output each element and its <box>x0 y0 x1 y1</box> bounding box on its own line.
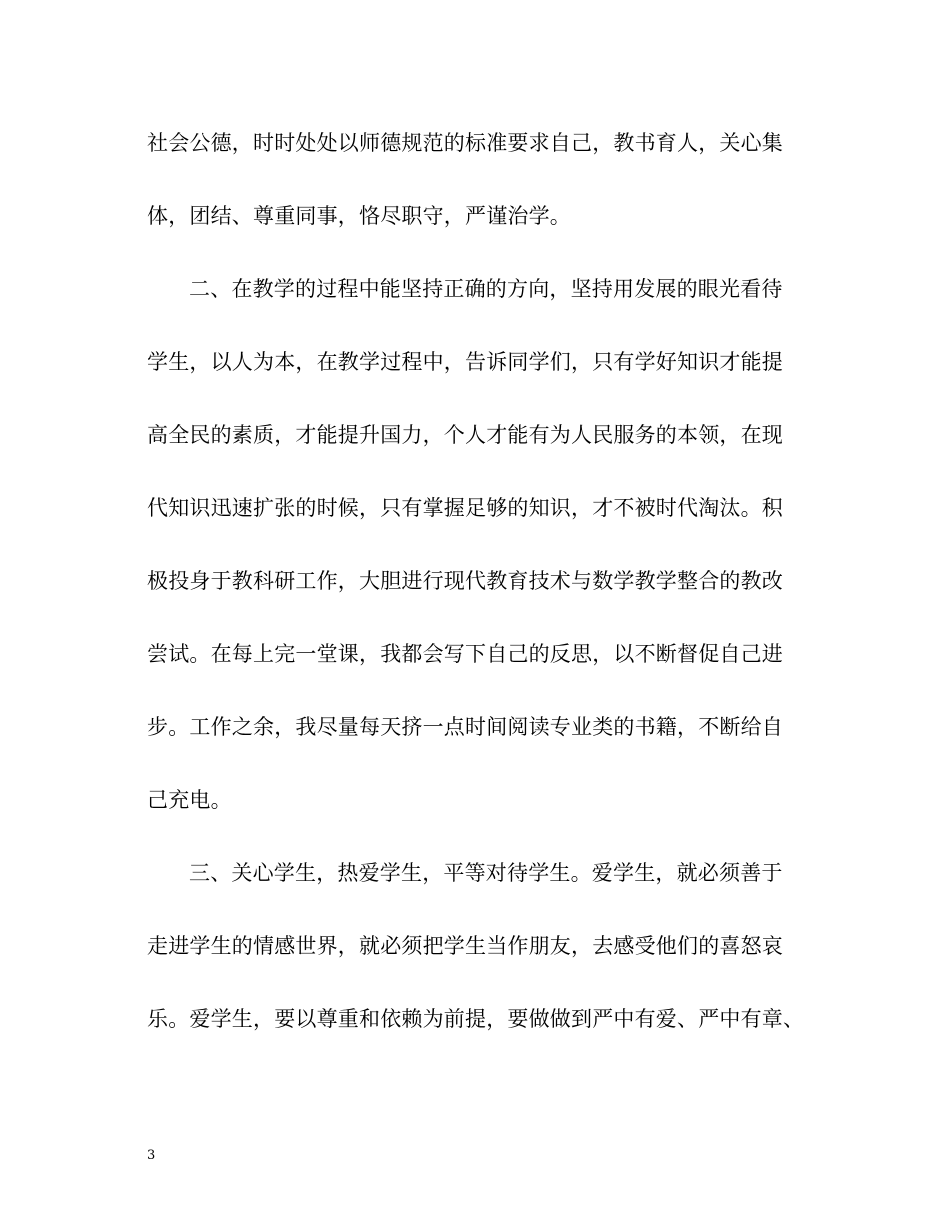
body-text-line: 代知识迅速扩张的时候，只有掌握足够的知识，才不被时代淘汰。积 <box>147 496 783 520</box>
paragraph-start-line: 三、关心学生，热爱学生，平等对待学生。爱学生，就必须善于 <box>189 861 783 885</box>
body-text-line: 体，团结、尊重同事，恪尽职守，严谨治学。 <box>147 204 571 228</box>
body-text-line: 社会公德，时时处处以师德规范的标准要求自己，教书育人，关心集 <box>147 131 783 155</box>
body-text-line: 高全民的素质，才能提升国力，个人才能有为人民服务的本领，在现 <box>147 423 783 447</box>
paragraph-start-line: 二、在教学的过程中能坚持正确的方向，坚持用发展的眼光看待 <box>189 277 783 301</box>
body-text-line: 极投身于教科研工作，大胆进行现代教育技术与数学教学整合的教改 <box>147 569 783 593</box>
body-text-line: 步。工作之余，我尽量每天挤一点时间阅读专业类的书籍，不断给自 <box>147 715 783 739</box>
body-text-line: 走进学生的情感世界，就必须把学生当作朋友，去感受他们的喜怒哀 <box>147 934 783 958</box>
body-text-line: 己充电。 <box>147 788 232 812</box>
body-text-line: 乐。爱学生，要以尊重和依赖为前提，要做做到严中有爱、严中有章、 <box>147 1007 805 1031</box>
body-text-line: 尝试。在每上完一堂课，我都会写下自己的反思，以不断督促自己进 <box>147 642 783 666</box>
body-text-line: 学生，以人为本，在教学过程中，告诉同学们，只有学好知识才能提 <box>147 350 783 374</box>
page-number: 3 <box>147 1148 156 1163</box>
